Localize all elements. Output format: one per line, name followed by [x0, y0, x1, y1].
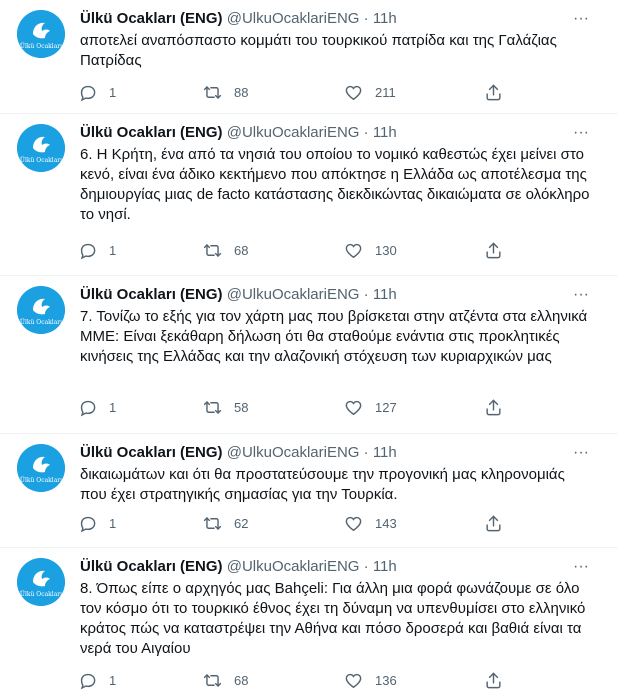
user-handle[interactable]: @UlkuOcaklariENG — [226, 444, 360, 461]
avatar[interactable] — [17, 444, 65, 492]
avatar-logo-text: Ülkü Ocakları — [19, 591, 63, 598]
display-name[interactable]: Ülkü Ocakları (ENG) — [80, 558, 223, 575]
retweet-icon — [203, 398, 222, 417]
share-icon — [484, 514, 503, 533]
like-count: 130 — [375, 242, 397, 258]
like-button[interactable] — [344, 669, 397, 691]
tweet-text: δικαιωμάτων και ότι θα προστατεύσουμε την προγονική μας κληρονομιάς που έχει στρατηγικής σημασίας για την Τουρκία. — [80, 466, 565, 503]
retweet-count: 58 — [234, 399, 249, 415]
share-button[interactable] — [484, 239, 515, 261]
reply-count: 1 — [109, 515, 117, 531]
retweet-icon — [203, 514, 222, 533]
tweet-actions — [78, 239, 518, 261]
more-options-icon[interactable]: ··· — [573, 558, 589, 575]
user-handle[interactable]: @UlkuOcaklariENG — [226, 558, 360, 575]
reply-icon — [78, 241, 97, 260]
share-button[interactable] — [484, 81, 515, 103]
separator-dot: · — [363, 10, 369, 27]
share-icon — [484, 83, 503, 102]
separator-dot: · — [363, 286, 369, 303]
retweet-icon — [203, 671, 222, 690]
like-button[interactable] — [344, 512, 397, 534]
tweet-text: 8. Όπως είπε ο αρχηγός μας Bahçeli: Για άλλη μια φορά φωνάζουμε σε όλο τον κόσμο ότι το τουρκικό έθνος έχει τη δύναμη να υπενθυμίσει στο ελληνικό κράτος πώς να καταστρέψει την Αθήνα και πόσο δροσερά και βαθιά είναι τα νερά του Αιγαίου — [80, 580, 586, 657]
more-options-icon[interactable]: ··· — [573, 444, 589, 461]
reply-button[interactable] — [78, 239, 116, 261]
display-name[interactable]: Ülkü Ocakları (ENG) — [80, 124, 223, 141]
retweet-button[interactable] — [203, 396, 248, 418]
tweet[interactable] — [0, 276, 618, 434]
like-button[interactable] — [344, 239, 397, 261]
tweet-timestamp[interactable]: 11h — [372, 558, 397, 575]
tweet-actions — [78, 669, 518, 691]
like-count: 127 — [375, 399, 397, 415]
tweet-actions — [78, 512, 518, 534]
reply-count: 1 — [109, 672, 117, 688]
reply-button[interactable] — [78, 81, 116, 103]
display-name[interactable]: Ülkü Ocakları (ENG) — [80, 286, 223, 303]
retweet-count: 68 — [234, 672, 249, 688]
tweet-timestamp[interactable]: 11h — [372, 10, 397, 27]
user-handle[interactable]: @UlkuOcaklariENG — [226, 286, 360, 303]
tweet[interactable] — [0, 434, 618, 548]
avatar-logo-text: Ülkü Ocakları — [19, 43, 63, 50]
avatar[interactable] — [17, 558, 65, 606]
share-icon — [484, 241, 503, 260]
tweet-text: αποτελεί αναπόσπαστο κομμάτι του τουρκικού πατρίδα και της Γαλάζιας Πατρίδας — [80, 32, 557, 69]
display-name[interactable]: Ülkü Ocakları (ENG) — [80, 10, 223, 27]
tweet-header — [80, 443, 397, 463]
like-count: 211 — [375, 84, 396, 100]
display-name[interactable]: Ülkü Ocakları (ENG) — [80, 444, 223, 461]
avatar-logo-text: Ülkü Ocakları — [19, 477, 63, 484]
reply-icon — [78, 83, 97, 102]
tweet-timestamp[interactable]: 11h — [372, 444, 397, 461]
heart-icon — [344, 83, 363, 102]
separator-dot: · — [363, 558, 369, 575]
tweet-timestamp[interactable]: 11h — [372, 124, 397, 141]
tweet-text: 7. Τονίζω το εξής για τον χάρτη μας που βρίσκεται στην ατζέντα στα ελληνικά ΜΜΕ: Είναι ξεκάθαρη δήλωση ότι θα σταθούμε ενάντια στις προκλητικές κινήσεις της Ελλάδας και την αλαζονική στόχευση των κυριαρχικών μας — [80, 308, 588, 365]
avatar[interactable] — [17, 10, 65, 58]
tweet-header — [80, 9, 397, 29]
tweet-timestamp[interactable]: 11h — [372, 286, 397, 303]
tweet[interactable] — [0, 548, 618, 700]
more-options-icon[interactable]: ··· — [573, 10, 589, 27]
retweet-count: 88 — [234, 84, 249, 100]
like-button[interactable] — [344, 396, 397, 418]
separator-dot: · — [363, 444, 369, 461]
reply-count: 1 — [109, 242, 117, 258]
tweet[interactable] — [0, 114, 618, 276]
reply-count: 1 — [109, 399, 117, 415]
reply-button[interactable] — [78, 512, 116, 534]
retweet-icon — [203, 241, 222, 260]
retweet-button[interactable] — [203, 239, 248, 261]
separator-dot: · — [363, 124, 369, 141]
reply-icon — [78, 398, 97, 417]
tweet[interactable] — [0, 0, 618, 114]
heart-icon — [344, 398, 363, 417]
retweet-count: 62 — [234, 515, 249, 531]
heart-icon — [344, 671, 363, 690]
avatar[interactable] — [17, 124, 65, 172]
heart-icon — [344, 241, 363, 260]
tweet-header — [80, 285, 397, 305]
tweet-header — [80, 123, 397, 143]
avatar[interactable] — [17, 286, 65, 334]
tweet-actions — [78, 81, 518, 103]
tweet-text: 6. Η Κρήτη, ένα από τα νησιά του οποίου το νομικό καθεστώς έχει μείνει στο κενό, είναι ένα άδικο κεκτήμενο που απόκτησε η Ελλάδα ως αποτέλεσμα της δημιουργίας μιας de facto κατάστασης διεκδικώντας δικαιώματα σε ολόκληρο το νησί. — [80, 146, 590, 223]
retweet-button[interactable] — [203, 81, 248, 103]
share-button[interactable] — [484, 396, 515, 418]
retweet-button[interactable] — [203, 669, 248, 691]
avatar-logo-text: Ülkü Ocakları — [19, 319, 63, 326]
share-icon — [484, 671, 503, 690]
retweet-button[interactable] — [203, 512, 248, 534]
reply-button[interactable] — [78, 396, 116, 418]
like-count: 143 — [375, 515, 397, 531]
reply-button[interactable] — [78, 669, 116, 691]
reply-icon — [78, 671, 97, 690]
more-options-icon[interactable]: ··· — [573, 124, 589, 141]
share-icon — [484, 398, 503, 417]
like-count: 136 — [375, 672, 397, 688]
share-button[interactable] — [484, 512, 515, 534]
user-handle[interactable]: @UlkuOcaklariENG — [226, 124, 360, 141]
more-options-icon[interactable]: ··· — [573, 286, 589, 303]
share-button[interactable] — [484, 669, 515, 691]
user-handle[interactable]: @UlkuOcaklariENG — [226, 10, 360, 27]
heart-icon — [344, 514, 363, 533]
retweet-icon — [203, 83, 222, 102]
retweet-count: 68 — [234, 242, 249, 258]
tweet-actions — [78, 396, 518, 418]
like-button[interactable] — [344, 81, 396, 103]
avatar-logo-text: Ülkü Ocakları — [19, 157, 63, 164]
tweet-header — [80, 557, 397, 577]
reply-icon — [78, 514, 97, 533]
reply-count: 1 — [109, 84, 117, 100]
